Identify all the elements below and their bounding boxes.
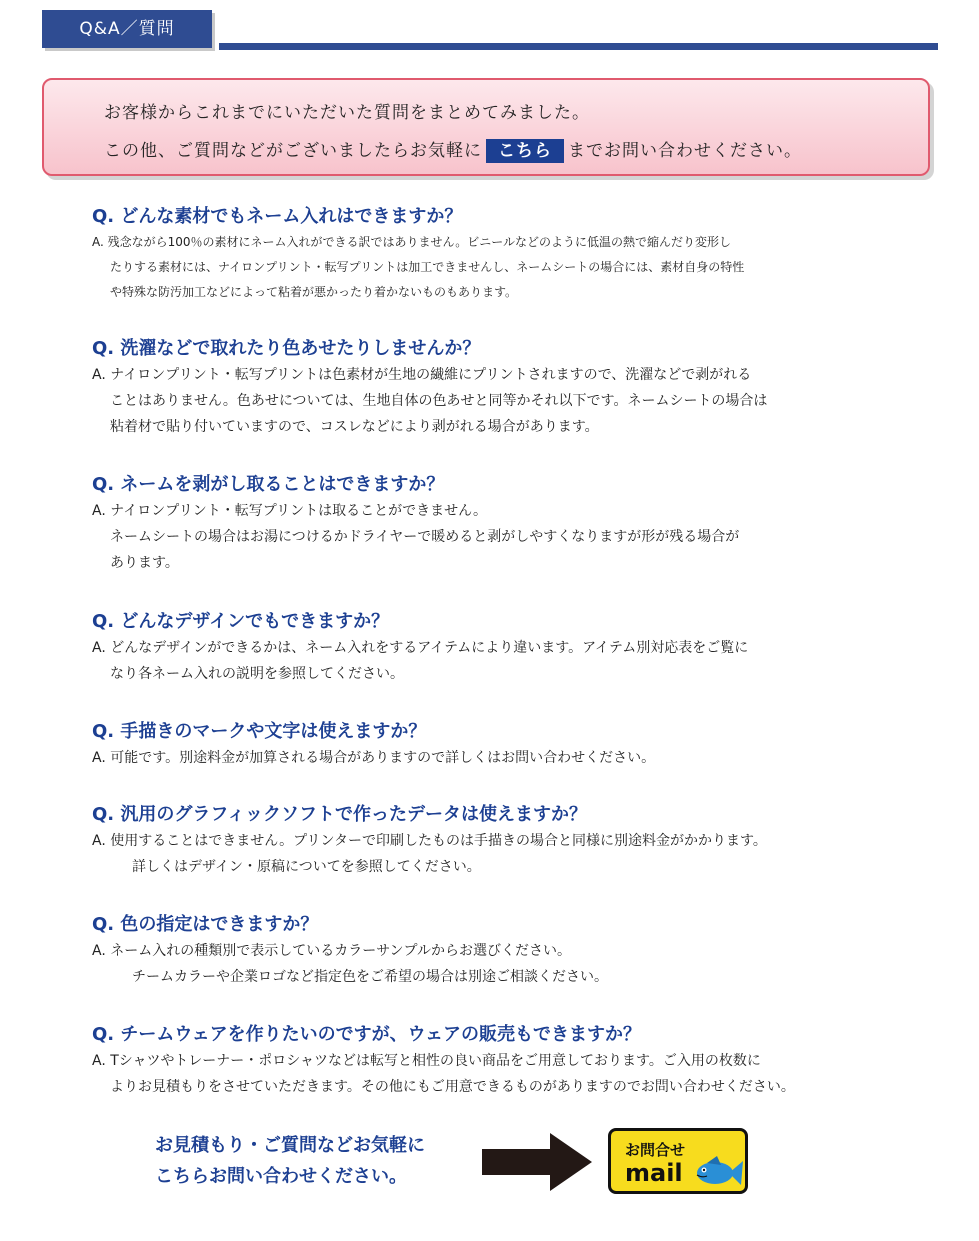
right-arrow-icon: [482, 1133, 592, 1191]
answer-8-line-1: A. Tシャツやトレーナー・ポロシャツなどは転写と相性の良い商品をご用意しております。ご入用の枚数に: [92, 1053, 761, 1069]
question-2: Q. 洗濯などで取れたり色あせたりしませんか？: [92, 338, 481, 359]
header-rule: [219, 43, 938, 50]
answer-1-line-3: や特殊な防汚加工などによって粘着が悪かったり着かないものもあります。: [110, 285, 518, 299]
question-1: Q. どんな素材でもネーム入れはできますか？: [92, 206, 463, 227]
question-8: Q. チームウェアを作りたいのですが、ウェアの販売もできますか？: [92, 1024, 641, 1045]
qa-item-7: [92, 912, 912, 990]
answer-6-line-2: 詳しくはデザイン・原稿についてを参照してください。: [132, 859, 481, 875]
intro-box: [42, 78, 930, 176]
answer-7: [92, 938, 912, 990]
answer-1: [92, 230, 912, 305]
intro-line-2-before: この他、ご質問などがございましたらお気軽に: [104, 141, 482, 161]
answer-5-line-1: A. 可能です。別途料金が加算される場合がありますので詳しくはお問い合わせください。: [92, 750, 656, 766]
mail-button-text: mail: [625, 1159, 683, 1187]
answer-1-line-2: たりする素材には、ナイロンプリント・転写プリントは加工できませんし、ネームシートの場合には、素材自身の特性: [110, 260, 745, 274]
answer-2-line-2: ことはありません。色あせについては、生地自体の色あせと同等かそれ以下です。ネームシートの場合は: [110, 393, 768, 409]
fish-icon: [693, 1155, 745, 1189]
qa-item-5: [92, 719, 912, 771]
answer-8-line-2: よりお見積もりをさせていただきます。その他にもご用意できるものがありますのでお問い合わせください。: [110, 1079, 795, 1095]
contact-cta: [155, 1130, 425, 1192]
cta-line-2: こちらお問い合わせください。: [155, 1166, 407, 1187]
section-title-tab: Q&A／質問: [42, 10, 212, 48]
answer-6: [92, 828, 912, 880]
answer-7-line-1: A. ネーム入れの種類別で表示しているカラーサンプルからお選びください。: [92, 943, 571, 959]
answer-7-line-2: チームカラーや企業ロゴなど指定色をご希望の場合は別途ご相談ください。: [132, 969, 608, 985]
cta-line-1: お見積もり・ご質問などお気軽に: [155, 1135, 425, 1156]
answer-8: [92, 1048, 912, 1100]
answer-3: [92, 498, 912, 576]
answer-1-line-1: A. 残念ながら100％の素材にネーム入れができる訳ではありません。ビニールなどのように低温の熱で縮んだり変形し: [92, 235, 732, 249]
answer-2: [92, 362, 912, 440]
answer-3-line-3: あります。: [110, 555, 179, 571]
qa-item-6: [92, 802, 912, 880]
mail-contact-button[interactable]: [608, 1128, 748, 1194]
section-header: [42, 10, 938, 50]
qa-item-2: [92, 336, 912, 440]
answer-2-line-1: A. ナイロンプリント・転写プリントは色素材が生地の繊維にプリントされますので、洗濯などで剥がれる: [92, 367, 752, 383]
answer-4-line-1: A. どんなデザインができるかは、ネーム入れをするアイテムにより違います。アイテム別対応表をご覧に: [92, 640, 749, 656]
contact-link[interactable]: こちら: [486, 139, 564, 163]
mail-button-label: お問合せ: [625, 1141, 686, 1159]
intro-line-1: お客様からこれまでにいただいた質問をまとめてみました。: [104, 103, 590, 123]
qa-item-4: [92, 609, 912, 687]
answer-5: [92, 745, 912, 771]
intro-line-2: [104, 136, 802, 163]
intro-line-2-after: までお問い合わせください。: [568, 141, 802, 161]
answer-4: [92, 635, 912, 687]
question-7: Q. 色の指定はできますか？: [92, 914, 319, 935]
answer-3-line-1: A. ナイロンプリント・転写プリントは取ることができません。: [92, 503, 487, 519]
question-5: Q. 手描きのマークや文字は使えますか？: [92, 721, 427, 742]
answer-2-line-3: 粘着材で貼り付いていますので、コスレなどにより剥がれる場合があります。: [110, 419, 599, 435]
question-3: Q. ネームを剥がし取ることはできますか？: [92, 474, 445, 495]
question-6: Q. 汎用のグラフィックソフトで作ったデータは使えますか？: [92, 804, 587, 825]
qa-item-3: [92, 472, 912, 576]
qa-item-1: [92, 204, 912, 305]
answer-3-line-2: ネームシートの場合はお湯につけるかドライヤーで暖めると剥がしやすくなりますが形が残る場合が: [110, 529, 740, 545]
answer-6-line-1: A. 使用することはできません。プリンターで印刷したものは手描きの場合と同様に別途料金がかかります。: [92, 833, 767, 849]
question-4: Q. どんなデザインでもできますか？: [92, 611, 390, 632]
answer-4-line-2: なり各ネーム入れの説明を参照してください。: [110, 666, 404, 682]
qa-item-8: [92, 1022, 912, 1100]
